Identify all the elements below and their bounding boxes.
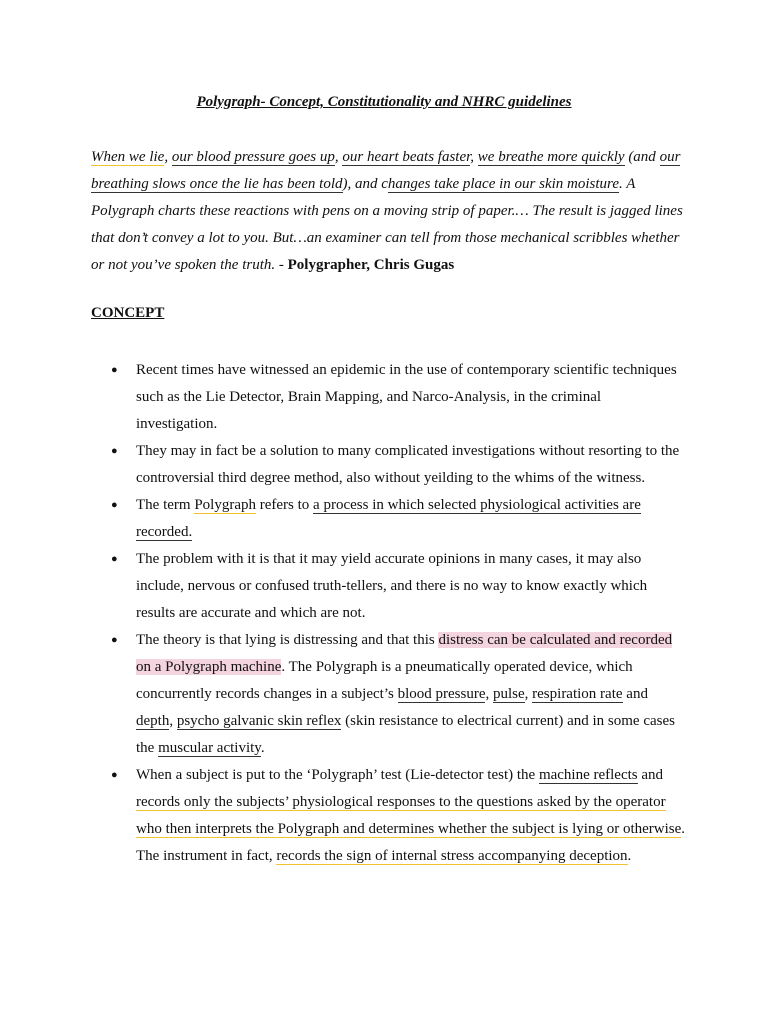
bullet-text: The term (136, 497, 195, 513)
bullet-item (0, 438, 686, 492)
quote-underline: hanges take place in our skin moisture (387, 176, 619, 192)
quote-author: Polygrapher, Chris Gugas (287, 257, 455, 273)
bullet-underline: Polygraph (194, 497, 256, 513)
quote-text: (and (624, 149, 660, 165)
quote-text: . A Polygraph charts these reactions with pens on a moving strip of paper.… The result is jagged lines that don’t convey a lot to you. But…an examiner can tell from those mechanical scribbles whether or not you’ve spoken the truth. - (91, 176, 683, 273)
bullet-highlight: distress can be calculated and recorded on a Polygraph machine (136, 632, 673, 675)
bullet-underline: psycho galvanic skin reflex (176, 713, 342, 729)
bullet-item (0, 492, 686, 546)
bullet-item (0, 627, 686, 762)
bullet-item (0, 357, 686, 438)
quote-text: ), and c (342, 176, 388, 192)
bullet-underline: records only the subjects’ physiological responses to the questions asked by the operator who then interprets the Polygraph and determines whether the subject is lying or otherwise (136, 794, 682, 837)
bullet-underline: depth (136, 713, 170, 729)
section-heading-concept: CONCEPT (91, 305, 165, 321)
bullet-text: and (622, 686, 648, 702)
document-title: Polygraph- Concept, Constitutionality and NHRC guidelines (196, 94, 572, 110)
bullet-text: The theory is that lying is distressing and that this (136, 632, 439, 648)
quote-underline: our blood pressure goes up (171, 149, 335, 165)
bullet-text: , (485, 686, 493, 702)
quote-text: , (164, 149, 172, 165)
quote-underline: When we lie (91, 149, 165, 165)
bullet-text: They may in fact be a solution to many complicated investigations without resorting to the controversial third degree method, also without yeilding to the whims of the witness. (136, 443, 680, 486)
bullet-underline: machine reflects (538, 767, 638, 783)
bullet-text: , (169, 713, 177, 729)
bullet-underline: pulse (492, 686, 525, 702)
quote-underline: we breathe more quickly (477, 149, 625, 165)
bullet-text: . (627, 848, 632, 864)
quote-text: , (470, 149, 478, 165)
bullet-text: . The Polygraph is a pneumatically operated device, which concurrently records changes in a subject’s (136, 659, 633, 702)
bullet-text: . (260, 740, 265, 756)
bullet-text: Recent times have witnessed an epidemic in the use of contemporary scientific techniques such as the Lie Detector, Brain Mapping, and Narco-Analysis, in the criminal investigation. (136, 362, 677, 432)
bullet-underline: a process in which selected physiological activities are recorded. (136, 497, 641, 540)
bullet-text: . The instrument in fact, (136, 821, 686, 864)
concept-bullet-list (0, 357, 686, 870)
opening-quote (91, 144, 691, 279)
bullet-item (0, 546, 686, 627)
bullet-text: , (524, 686, 533, 702)
bullet-underline: respiration rate (532, 686, 623, 702)
bullet-text: refers to (255, 497, 314, 513)
bullet-underline: muscular activity (158, 740, 261, 756)
bullet-item (0, 762, 686, 870)
bullet-underline: blood pressure (397, 686, 486, 702)
bullet-underline: records the sign of internal stress accompanying deception (276, 848, 628, 864)
quote-underline: our breathing slows once the lie has been told (91, 149, 681, 192)
bullet-text: The problem with it is that it may yield accurate opinions in many cases, it may also include, nervous or confused truth-tellers, and there is no way to know exactly which results are accurate and which are not. (136, 551, 648, 621)
quote-text: , (334, 149, 343, 165)
bullet-text: (skin resistance to electrical current) and in some cases the (136, 713, 675, 756)
bullet-text: and (637, 767, 664, 783)
bullet-text: When a subject is put to the ‘Polygraph’ test (Lie-detector test) the (136, 767, 539, 783)
quote-underline: our heart beats faster (342, 149, 471, 165)
